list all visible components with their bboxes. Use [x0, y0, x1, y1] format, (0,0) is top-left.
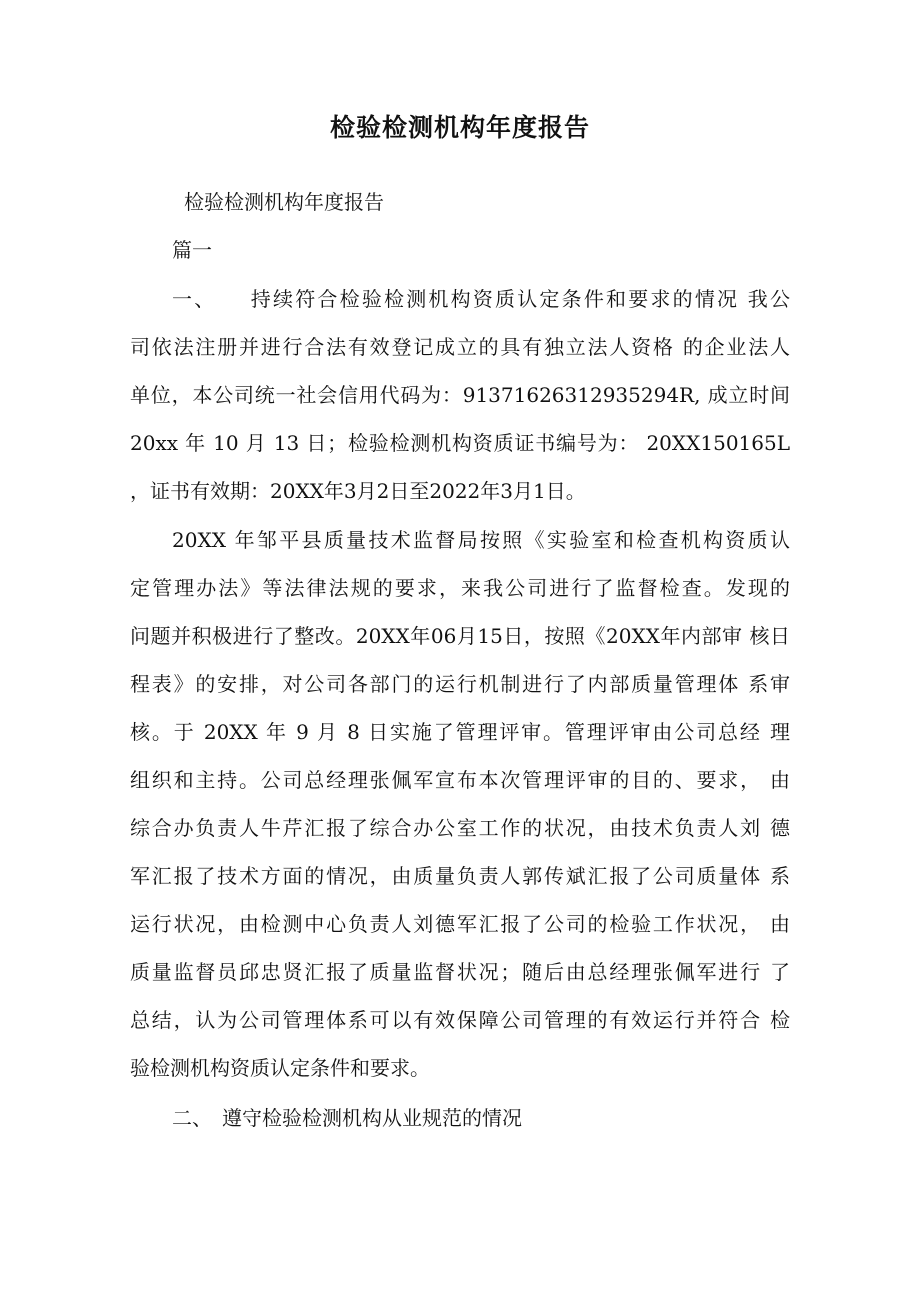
paragraph-line: 运行状况，由检测中心负责人刘德军汇报了公司的检验工作状况， 由 [130, 912, 790, 936]
paragraph-line: 验检测机构资质认定条件和要求。 [130, 1056, 430, 1080]
paragraph-line: 一、 持续符合检验检测机构资质认定条件和要求的情况 我公 [172, 287, 790, 311]
paragraph-line: 司依法注册并进行合法有效登记成立的具有独立法人资格 的企业法人 [130, 335, 790, 359]
paragraph-line: 20XX 年邹平县质量技术监督局按照《实验室和检查机构资质认 [172, 528, 790, 552]
chapter-label: 篇一 [172, 238, 212, 262]
paragraph-line: 问题并积极进行了整改。20XX年06月15日，按照《20XX年内部审 核日 [130, 624, 790, 648]
paragraph-line: 综合办负责人牛芹汇报了综合办公室工作的状况，由技术负责人刘 德 [130, 816, 790, 840]
paragraph-line: 单位，本公司统一社会信用代码为：91371626312935294R, 成立时间 [130, 383, 790, 407]
section-heading: 二、 遵守检验检测机构从业规范的情况 [172, 1106, 522, 1130]
paragraph-line: ，证书有效期：20XX年3月2日至2022年3月1日。 [130, 479, 586, 503]
paragraph-line: 组织和主持。公司总经理张佩军宣布本次管理评审的目的、要求， 由 [130, 768, 790, 792]
paragraph-line: 定管理办法》等法律法规的要求，来我公司进行了监督检查。发现的 [130, 576, 790, 600]
paragraph-line: 核。于 20XX 年 9 月 8 日实施了管理评审。管理评审由公司总经 理 [130, 720, 790, 744]
paragraph-line: 军汇报了技术方面的情况，由质量负责人郭传斌汇报了公司质量体 系 [130, 864, 790, 888]
document-subtitle: 检验检测机构年度报告 [184, 190, 384, 214]
paragraph-line: 总结，认为公司管理体系可以有效保障公司管理的有效运行并符合 检 [130, 1008, 790, 1032]
paragraph-line: 程表》的安排，对公司各部门的运行机制进行了内部质量管理体 系审 [130, 672, 790, 696]
paragraph-line: 质量监督员邱忠贤汇报了质量监督状况；随后由总经理张佩军进行 了 [130, 960, 790, 984]
document-title: 检验检测机构年度报告 [329, 113, 590, 142]
paragraph-line: 20xx 年 10 月 13 日；检验检测机构资质证书编号为： 20XX150165L [130, 431, 790, 455]
